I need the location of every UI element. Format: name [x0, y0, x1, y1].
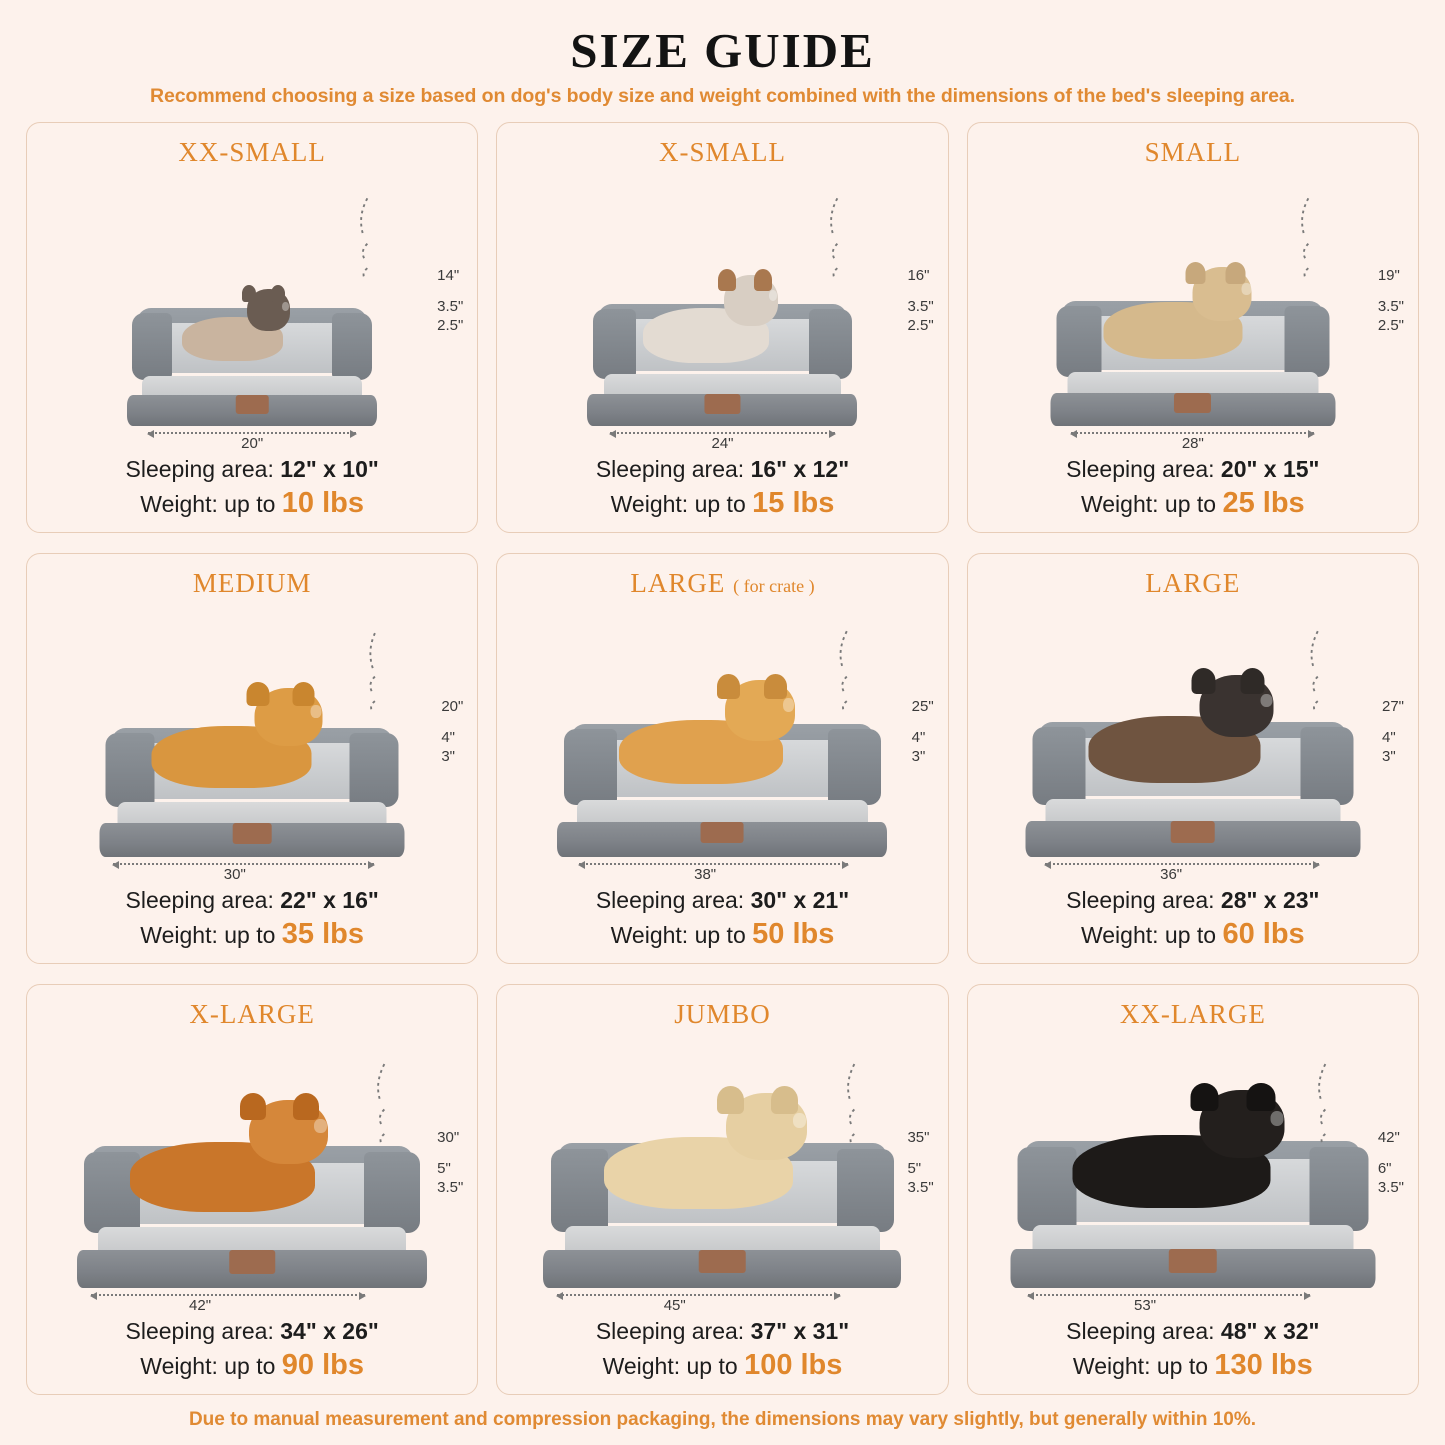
brand-tag: [229, 1250, 275, 1273]
weight-value: 35 lbs: [281, 918, 365, 950]
pet-ear-right: [754, 269, 772, 290]
pet-snout: [793, 1113, 806, 1128]
dimension-mattress-height: 2.5": [907, 316, 934, 334]
size-card: [26, 984, 478, 1395]
weight-value: 130 lbs: [1214, 1349, 1313, 1381]
weight-value: 25 lbs: [1222, 487, 1305, 519]
dog-bed-graphic: [127, 306, 377, 426]
brand-tag: [701, 822, 744, 844]
pet-ear-left: [242, 285, 256, 302]
bed-arm-right: [837, 1149, 894, 1232]
width-rule: [1045, 863, 1319, 865]
dimension-width: 28": [1181, 435, 1204, 452]
dimension-width: 24": [711, 435, 734, 452]
dimension-depth: 30": [437, 1129, 460, 1147]
up-to-label: up to: [686, 1353, 738, 1379]
up-to-label: up to: [1156, 1353, 1209, 1379]
pet-silhouette: [136, 688, 326, 788]
dimension-bolster-height: 4": [441, 729, 455, 747]
brand-tag: [1169, 1249, 1216, 1273]
dimension-mattress-height: 3.5": [907, 1178, 934, 1196]
pet-snout: [311, 705, 322, 718]
dimension-depth: 19": [1377, 267, 1400, 285]
weight-label: Weight:: [140, 491, 218, 517]
size-card: [967, 122, 1419, 533]
pet-snout: [314, 1119, 327, 1133]
weight-value: 15 lbs: [752, 487, 835, 519]
size-info: [976, 456, 1410, 524]
dog-bed-graphic: [1025, 719, 1360, 857]
dimension-depth: 25": [911, 698, 934, 716]
size-note: ( for crate ): [733, 576, 815, 596]
size-card: [967, 984, 1419, 1395]
pet-ear-right: [292, 682, 315, 706]
pet-ear-right: [1240, 668, 1265, 694]
size-card: [967, 553, 1419, 964]
dog-bed-graphic: [587, 302, 857, 426]
sleeping-area-label: Sleeping area:: [125, 887, 274, 913]
size-name: XX-LARGE: [1119, 999, 1266, 1029]
width-rule: [148, 432, 356, 434]
size-info: [505, 456, 939, 524]
brand-tag: [236, 395, 269, 414]
sleeping-area-line: [35, 887, 469, 914]
width-rule: [557, 1294, 839, 1296]
pet-snout: [769, 290, 778, 301]
bed-arm-right: [1300, 727, 1354, 804]
size-card-title: [630, 568, 814, 599]
dog-bed-graphic: [1050, 298, 1335, 426]
sleeping-area-label: Sleeping area:: [595, 1318, 745, 1344]
sleeping-area-label: Sleeping area:: [1066, 456, 1215, 482]
pet-ear-right: [293, 1093, 319, 1120]
pet-snout: [783, 698, 794, 711]
pet-ear-right: [1226, 262, 1246, 284]
size-name: X-SMALL: [658, 137, 786, 167]
dog-bed-graphic: [557, 721, 887, 857]
sleeping-area-line: [505, 456, 939, 483]
dimension-depth: 14": [437, 267, 460, 285]
size-card: [496, 984, 948, 1395]
pet-snout: [282, 302, 289, 311]
bed-arm-right: [364, 1152, 420, 1233]
bed-arm-left: [593, 309, 636, 378]
weight-value: 60 lbs: [1222, 918, 1305, 950]
brand-tag: [232, 823, 272, 844]
page-title: SIZE GUIDE: [570, 23, 875, 78]
brand-tag: [705, 394, 740, 414]
dimension-bolster-height: 3.5": [437, 298, 464, 316]
pet-ear-left: [1190, 1083, 1218, 1111]
sleeping-area-value: 34" x 26": [280, 1318, 379, 1344]
size-card-grid: [26, 122, 1419, 1395]
bed-illustration: [976, 170, 1410, 456]
up-to-label: up to: [694, 922, 746, 948]
weight-line: [35, 918, 469, 951]
size-card: [26, 553, 478, 964]
sleeping-area-value: 12" x 10": [280, 456, 379, 482]
dimension-width: 30": [223, 866, 246, 883]
size-name: XX-SMALL: [178, 137, 326, 167]
bed-arm-right: [809, 309, 852, 378]
dimension-width: 20": [241, 435, 264, 452]
dimension-width: 42": [189, 1297, 212, 1314]
size-name: LARGE: [630, 568, 726, 598]
sleeping-area-line: [35, 1318, 469, 1345]
up-to-label: up to: [224, 491, 276, 517]
bed-arm-left: [132, 313, 172, 380]
sleeping-area-label: Sleeping area:: [595, 887, 745, 913]
sleeping-area-label: Sleeping area:: [1066, 887, 1215, 913]
weight-line: [976, 1349, 1410, 1382]
sleeping-area-label: Sleeping area:: [125, 1318, 274, 1344]
dimension-width: 38": [694, 866, 717, 883]
weight-label: Weight:: [140, 1353, 218, 1379]
size-card-title: [1120, 999, 1266, 1030]
dimension-depth: 20": [441, 698, 464, 716]
bed-illustration: [505, 601, 939, 887]
weight-label: Weight:: [602, 1353, 681, 1379]
pet-ear-right: [271, 285, 285, 302]
dimension-depth: 27": [1381, 698, 1404, 716]
size-info: [976, 887, 1410, 955]
pet-silhouette: [112, 1100, 332, 1212]
pet-silhouette: [1090, 267, 1255, 359]
footer-note: Due to manual measurement and compression packaging, the dimensions may vary slightly, but generally within 10%.: [188, 1409, 1257, 1430]
dimension-labels-vertical: [912, 698, 934, 765]
dimension-labels-vertical: [1378, 267, 1404, 334]
dimension-mattress-height: 3": [441, 747, 455, 765]
weight-label: Weight:: [610, 491, 689, 517]
size-name: LARGE: [1145, 568, 1241, 598]
dimension-mattress-height: 3": [1381, 747, 1396, 765]
pet-ear-left: [717, 674, 740, 699]
up-to-label: up to: [224, 922, 276, 948]
pet-silhouette: [631, 275, 781, 363]
bed-arm-right: [350, 733, 399, 807]
sleeping-area-line: [976, 887, 1410, 914]
size-info: [976, 1318, 1410, 1386]
page-subtitle: Recommend choosing a size based on dog's body size and weight combined with the dimensions of the bed's sleeping area.: [150, 85, 1295, 107]
bed-arm-right: [828, 729, 881, 805]
dimension-bolster-height: 4": [1381, 729, 1396, 747]
pet-silhouette: [172, 289, 292, 361]
size-card-title: [1145, 568, 1240, 599]
sleeping-area-value: 20" x 15": [1220, 456, 1320, 482]
weight-label: Weight:: [1080, 491, 1159, 517]
weight-line: [35, 1349, 469, 1382]
width-rule: [113, 863, 374, 865]
weight-line: [505, 487, 939, 520]
sleeping-area-line: [505, 887, 939, 914]
weight-line: [505, 918, 939, 951]
weight-label: Weight:: [1080, 922, 1159, 948]
pet-ear-left: [246, 682, 269, 706]
bed-illustration: [35, 601, 469, 887]
weight-value: 90 lbs: [281, 1349, 365, 1381]
size-card: [26, 122, 478, 533]
sleeping-area-line: [505, 1318, 939, 1345]
bed-illustration: [976, 1032, 1410, 1318]
bed-illustration: [505, 170, 939, 456]
size-info: [35, 456, 469, 524]
dimension-bolster-height: 5": [437, 1160, 451, 1178]
bed-illustration: [35, 1032, 469, 1318]
width-rule: [579, 863, 848, 865]
bed-arm-right: [332, 313, 372, 380]
weight-line: [976, 487, 1410, 520]
pet-ear-left: [1186, 262, 1206, 284]
weight-value: 50 lbs: [752, 918, 835, 950]
dog-bed-graphic: [100, 725, 405, 857]
size-info: [35, 887, 469, 955]
brand-tag: [1171, 821, 1215, 843]
bed-arm-right: [1310, 1147, 1368, 1231]
up-to-label: up to: [1164, 922, 1217, 948]
weight-label: Weight:: [1072, 1353, 1151, 1379]
sleeping-area-line: [976, 456, 1410, 483]
size-info: [505, 1318, 939, 1386]
size-card-title: [189, 999, 314, 1030]
brand-tag: [699, 1250, 746, 1274]
dimension-mattress-height: 3.5": [1377, 1178, 1404, 1196]
pet-ear-left: [718, 269, 736, 290]
sleeping-area-value: 37" x 31": [750, 1318, 850, 1344]
size-card-title: [193, 568, 312, 599]
sleeping-area-value: 16" x 12": [750, 456, 850, 482]
dimension-width: 45": [663, 1297, 686, 1314]
dimension-bolster-height: 4": [911, 729, 926, 747]
sleeping-area-value: 48" x 32": [1220, 1318, 1320, 1344]
dimension-depth: 16": [907, 267, 930, 285]
sleeping-area-value: 30" x 21": [750, 887, 850, 913]
dimension-mattress-height: 3": [911, 747, 926, 765]
size-card: [496, 122, 948, 533]
dimension-labels-vertical: [907, 267, 933, 334]
sleeping-area-label: Sleeping area:: [595, 456, 745, 482]
weight-line: [976, 918, 1410, 951]
dimension-mattress-height: 2.5": [1377, 316, 1404, 334]
size-card-title: [674, 999, 771, 1030]
bed-illustration: [976, 601, 1410, 887]
bed-arm-right: [1284, 306, 1330, 378]
dimension-labels-vertical: [907, 1129, 933, 1196]
dimension-labels-vertical: [437, 267, 463, 334]
brand-tag: [1174, 393, 1211, 413]
pet-ear-left: [240, 1093, 266, 1120]
dimension-labels-vertical: [1382, 698, 1404, 765]
dimension-labels-vertical: [437, 1129, 463, 1196]
pet-silhouette: [604, 680, 799, 784]
pet-ear-right: [1247, 1083, 1275, 1111]
pet-silhouette: [1072, 675, 1277, 783]
pet-ear-left: [1191, 668, 1216, 694]
sleeping-area-value: 28" x 23": [1220, 887, 1320, 913]
weight-line: [35, 487, 469, 520]
weight-value: 100 lbs: [744, 1349, 843, 1381]
dimension-width: 53": [1134, 1297, 1157, 1314]
up-to-label: up to: [694, 491, 746, 517]
weight-label: Weight:: [610, 922, 689, 948]
dimension-labels-vertical: [1378, 1129, 1404, 1196]
size-name: MEDIUM: [192, 568, 312, 598]
pet-silhouette: [586, 1093, 811, 1209]
bed-illustration: [35, 170, 469, 456]
pet-ear-right: [771, 1086, 798, 1114]
size-card-title: [178, 137, 326, 168]
size-info: [35, 1318, 469, 1386]
size-name: X-LARGE: [189, 999, 315, 1029]
dimension-labels-vertical: [441, 698, 463, 765]
size-name: JUMBO: [674, 999, 771, 1029]
dimension-bolster-height: 3.5": [1377, 298, 1404, 316]
dimension-bolster-height: 5": [907, 1160, 922, 1178]
width-rule: [1071, 432, 1314, 434]
pet-snout: [1270, 1111, 1284, 1126]
size-card: [496, 553, 948, 964]
weight-label: Weight:: [140, 922, 218, 948]
pet-silhouette: [1054, 1090, 1289, 1208]
pet-ear-left: [717, 1086, 744, 1114]
size-name: SMALL: [1144, 137, 1242, 167]
width-rule: [1028, 1294, 1310, 1296]
dog-bed-graphic: [543, 1140, 901, 1288]
up-to-label: up to: [1164, 491, 1217, 517]
size-card-title: [1145, 137, 1242, 168]
sleeping-area-label: Sleeping area:: [1066, 1318, 1215, 1344]
dog-bed-graphic: [77, 1143, 427, 1288]
dimension-depth: 42": [1377, 1129, 1400, 1147]
up-to-label: up to: [224, 1353, 276, 1379]
bed-illustration: [505, 1032, 939, 1318]
sleeping-area-value: 22" x 16": [280, 887, 379, 913]
dimension-depth: 35": [907, 1129, 930, 1147]
dimension-mattress-height: 3.5": [437, 1178, 464, 1196]
weight-line: [505, 1349, 939, 1382]
size-card-title: [659, 137, 786, 168]
width-rule: [610, 432, 836, 434]
dimension-width: 36": [1160, 866, 1183, 883]
dimension-bolster-height: 6": [1377, 1160, 1392, 1178]
sleeping-area-line: [35, 456, 469, 483]
sleeping-area-line: [976, 1318, 1410, 1345]
dimension-bolster-height: 3.5": [907, 298, 934, 316]
width-rule: [91, 1294, 365, 1296]
sleeping-area-label: Sleeping area:: [125, 456, 274, 482]
pet-snout: [1261, 694, 1273, 708]
pet-snout: [1242, 283, 1252, 295]
dimension-mattress-height: 2.5": [437, 316, 464, 334]
weight-value: 10 lbs: [281, 487, 365, 519]
pet-ear-right: [764, 674, 787, 699]
size-info: [505, 887, 939, 955]
dog-bed-graphic: [1010, 1138, 1375, 1288]
